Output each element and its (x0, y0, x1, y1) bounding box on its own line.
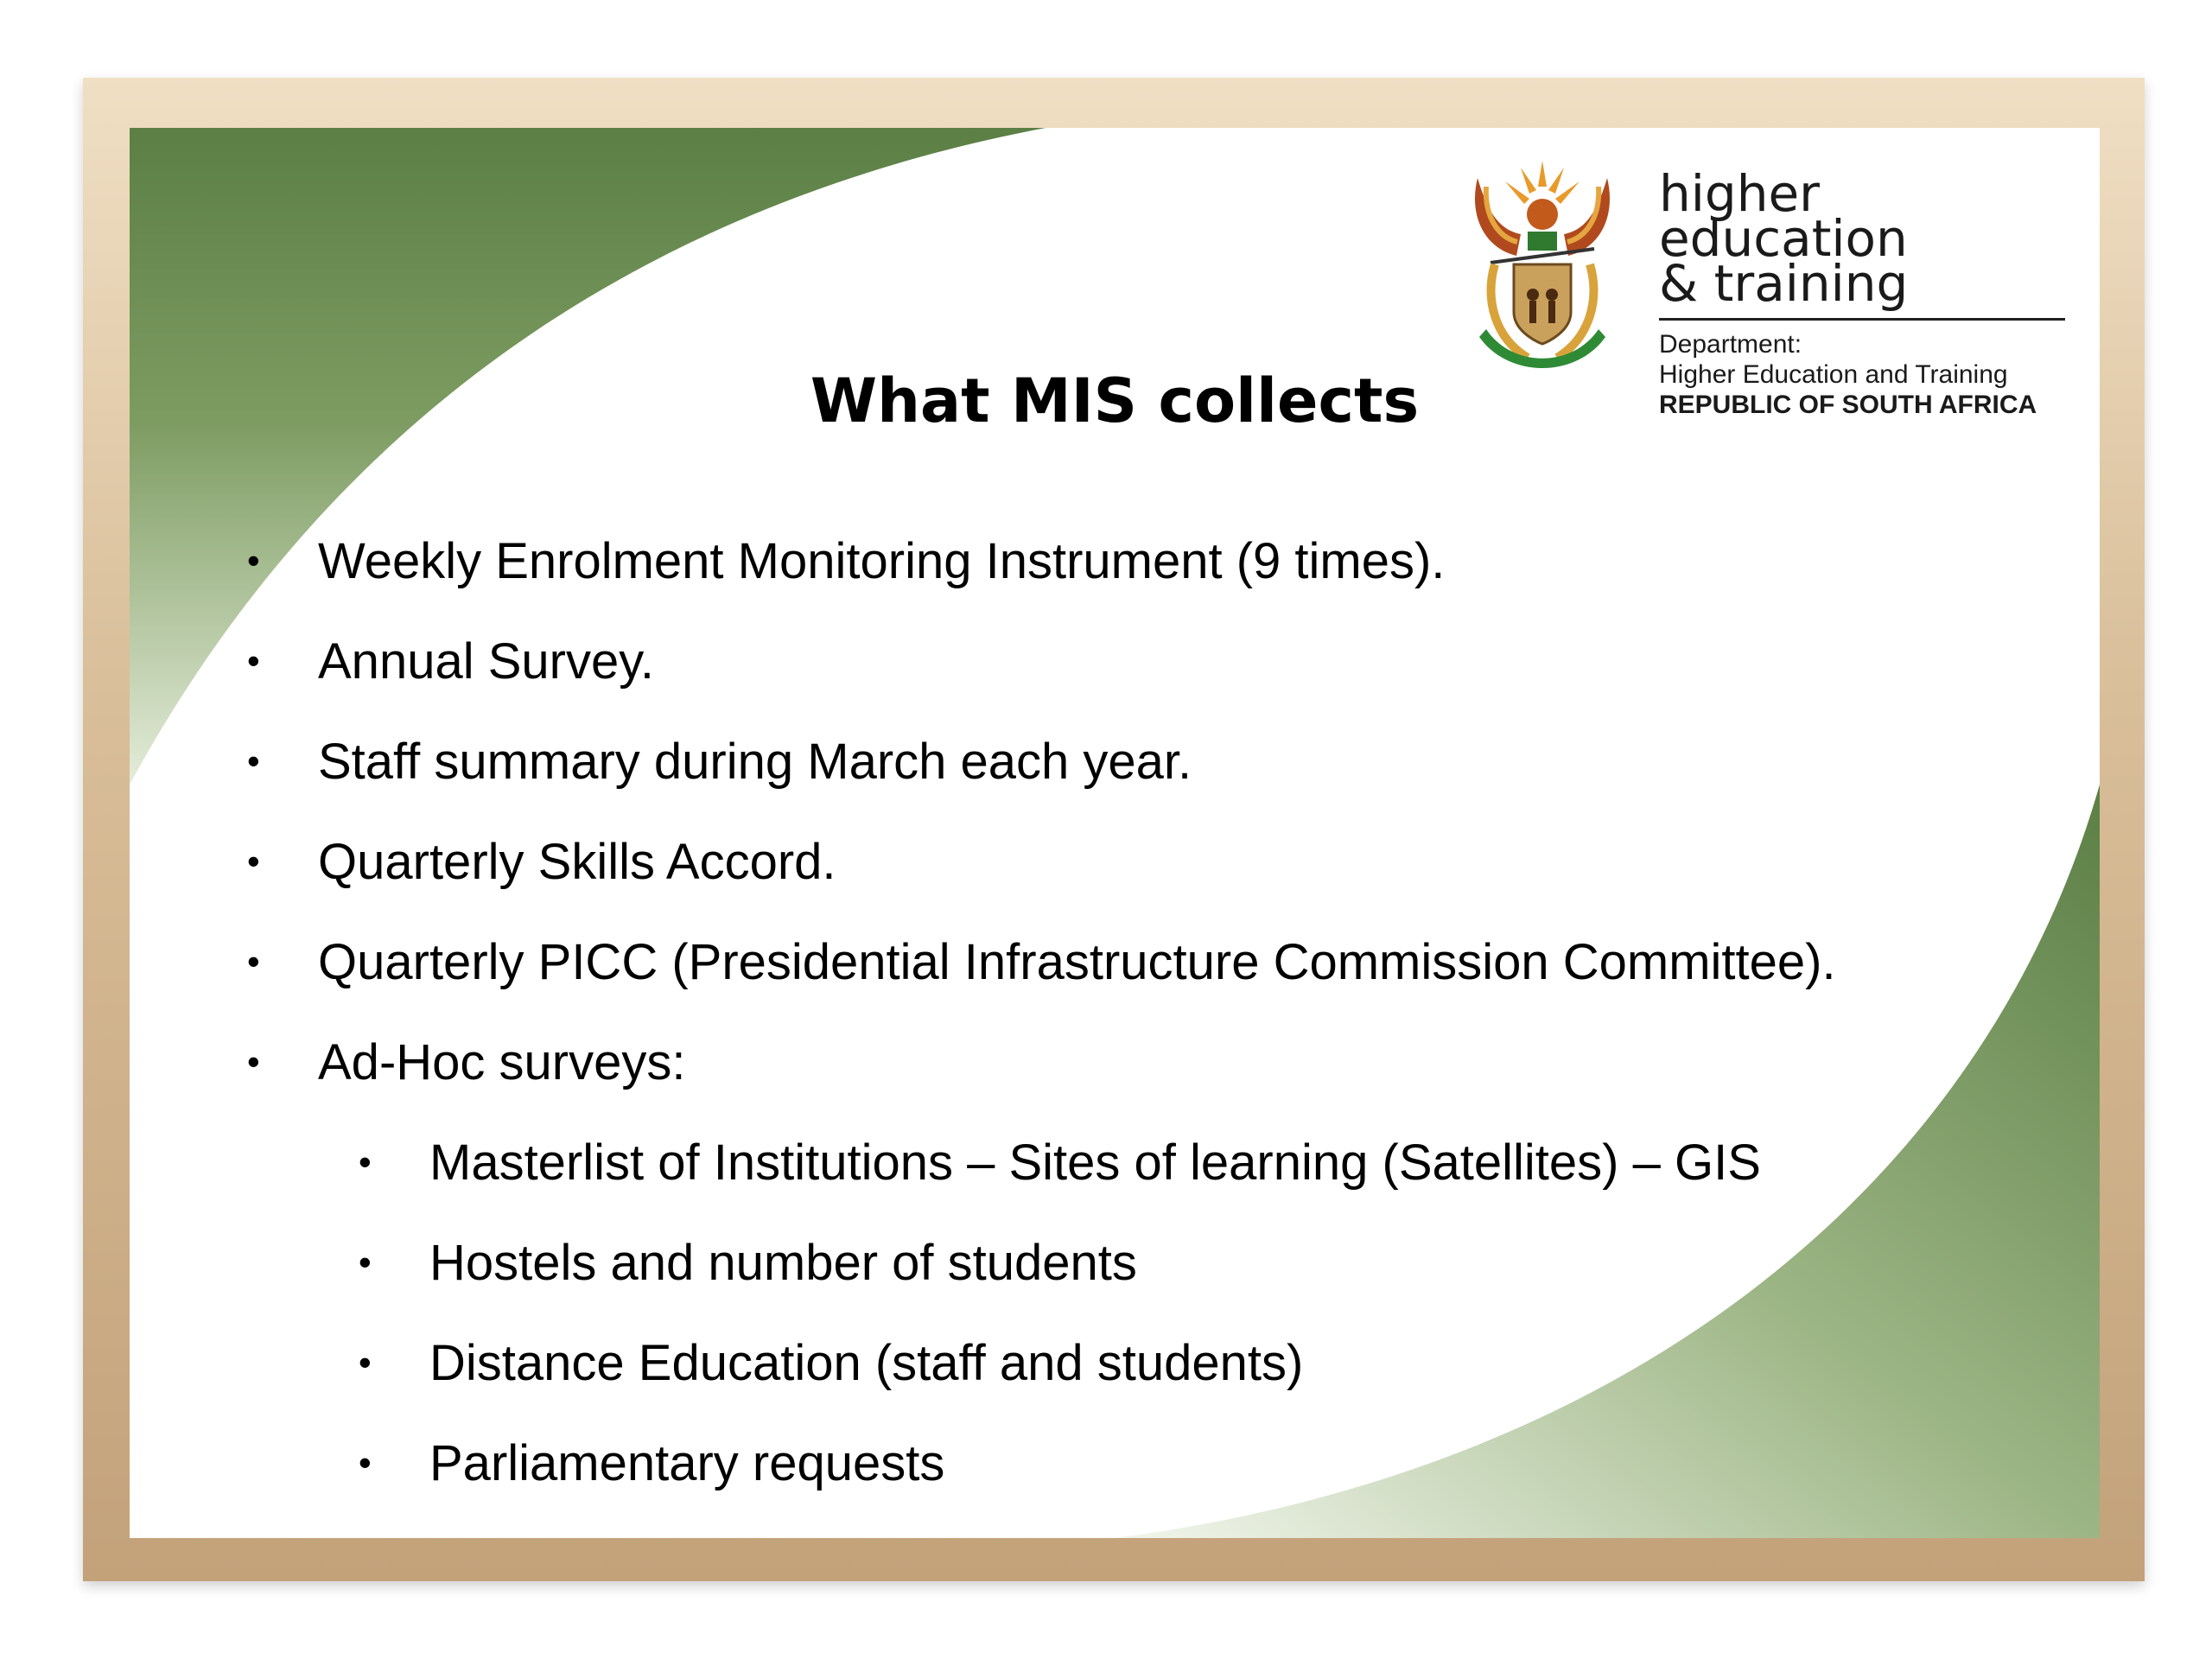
bullet-marker: • (247, 941, 260, 982)
brand-line-1: higher education (1659, 164, 1908, 268)
bullet-marker: • (359, 1242, 372, 1282)
sub-bullet-item (359, 1434, 945, 1492)
sub-bullet-item (359, 1134, 1761, 1192)
bullet-marker: • (247, 741, 260, 781)
bullet-text: Quarterly Skills Accord. (318, 834, 836, 890)
bullet-text: Quarterly PICC (Presidential Infrastructure Commission Committee). (318, 934, 1836, 990)
brand-line-2: & training (1659, 254, 1909, 313)
dept-name: Higher Education and Training (1659, 360, 2008, 389)
sub-bullet-text: Parliamentary requests (429, 1435, 945, 1491)
bullet-text: Ad-Hoc surveys: (318, 1034, 686, 1090)
sub-bullet-text: Masterlist of Institutions – Sites of learning (Satellites) – GIS (429, 1135, 1761, 1191)
bullet-item (247, 632, 655, 690)
sub-bullet-text: Hostels and number of students (429, 1235, 1137, 1291)
bullet-text: Staff summary during March each year. (318, 734, 1192, 790)
dept-label: Department: (1659, 330, 1802, 359)
coat-of-arms-icon (1460, 152, 1624, 377)
slide (130, 128, 2100, 1538)
bullet-item (247, 1033, 686, 1091)
bullet-text: Annual Survey. (318, 633, 655, 690)
bullet-marker: • (359, 1442, 372, 1483)
bullet-item (247, 933, 1836, 991)
sub-bullet-item (359, 1234, 1137, 1292)
bullet-item (247, 833, 836, 891)
sub-bullet-text: Distance Education (staff and students) (429, 1335, 1304, 1391)
bullet-marker: • (247, 540, 260, 581)
bullet-item (247, 532, 1446, 590)
bullet-marker: • (359, 1342, 372, 1382)
slide-title: What MIS collects (810, 365, 1420, 436)
sub-bullet-item (359, 1334, 1304, 1392)
bullet-marker: • (247, 640, 260, 681)
brand-divider (1659, 318, 2065, 321)
country-name: REPUBLIC OF SOUTH AFRICA (1659, 391, 2037, 419)
bullet-marker: • (359, 1141, 372, 1182)
bullet-text: Weekly Enrolment Monitoring Instrument (9 times). (318, 533, 1446, 589)
bullet-marker: • (247, 1041, 260, 1082)
bullet-item (247, 733, 1192, 791)
bullet-marker: • (247, 841, 260, 881)
